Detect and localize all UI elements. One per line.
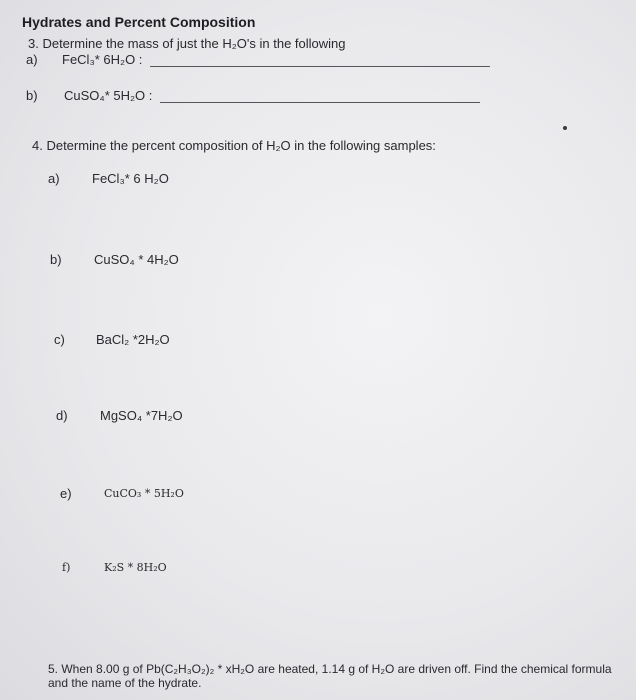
q4-item-a-label: a) — [48, 171, 60, 186]
q4-item-e-label: e) — [60, 486, 72, 501]
q3-item-b-formula: CuSO₄* 5H₂O : — [64, 88, 153, 103]
worksheet-title: Hydrates and Percent Composition — [22, 14, 256, 30]
q4-item-d-label: d) — [56, 408, 68, 423]
q4-item-c-formula: BaCl₂ *2H₂O — [96, 332, 170, 347]
q3-item-b-label: b) — [26, 88, 38, 103]
q4-item-c-label: c) — [54, 332, 65, 347]
q3-item-a-formula: FeCl₃* 6H₂O : — [62, 52, 143, 67]
q3-item-a-answer-line — [150, 66, 490, 67]
q4-item-b-label: b) — [50, 252, 62, 267]
q4-item-e-formula: CuCO₃ * 5H₂O — [104, 487, 184, 500]
question-4-prompt: 4. Determine the percent composition of H₂O in the following samples: — [32, 138, 436, 153]
q3-item-a-label: a) — [26, 52, 38, 67]
q4-item-f-label: f) — [62, 561, 71, 574]
stray-dot — [563, 126, 567, 130]
q4-item-d-formula: MgSO₄ *7H₂O — [100, 408, 183, 423]
q4-item-f-formula: K₂S * 8H₂O — [104, 561, 167, 574]
q3-item-b-answer-line — [160, 102, 480, 103]
q4-item-a-formula: FeCl₃* 6 H₂O — [92, 171, 169, 186]
question-3-prompt: 3. Determine the mass of just the H₂O's in the following — [28, 36, 346, 51]
q4-item-b-formula: CuSO₄ * 4H₂O — [94, 252, 179, 267]
question-5-text: 5. When 8.00 g of Pb(C₂H₃O₂)₂ * xH₂O are heated, 1.14 g of H₂O are driven off. Find the chemical formula and the name of the hydrate. — [48, 662, 612, 690]
